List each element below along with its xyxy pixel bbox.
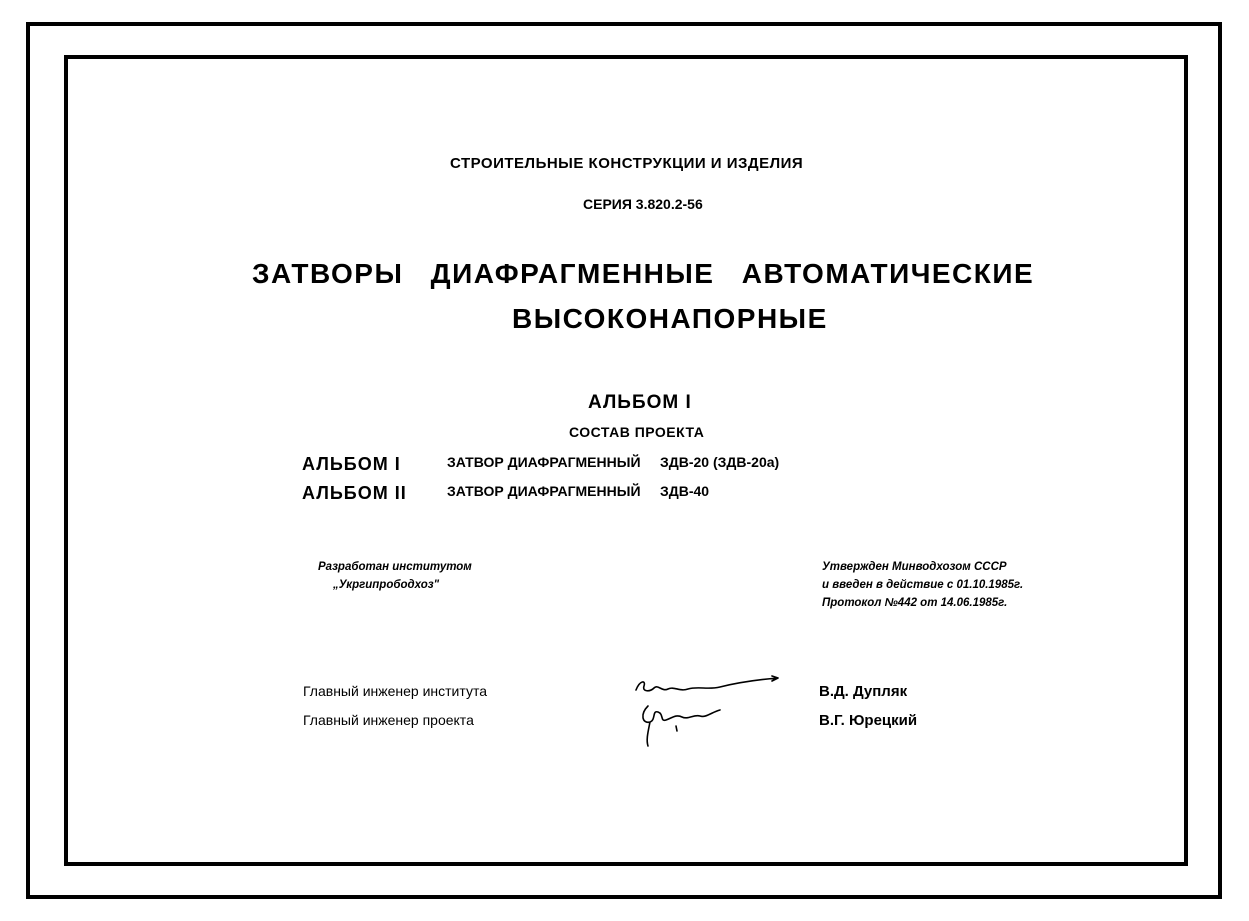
series-number: СЕРИЯ 3.820.2-56: [583, 196, 703, 212]
document-title-line1: ЗАТВОРЫ ДИАФРАГМЕННЫЕ АВТОМАТИЧЕСКИЕ: [252, 258, 1035, 289]
signature-role: Главный инженер института: [303, 683, 487, 699]
album-item-description: ЗАТВОР ДИАФРАГМЕННЫЙ: [447, 483, 641, 499]
category-heading: СТРОИТЕЛЬНЫЕ КОНСТРУКЦИИ И ИЗДЕЛИЯ: [450, 155, 804, 172]
handwritten-signature-2: [636, 700, 726, 750]
approval-line1: Утвержден Минводхозом СССР: [822, 561, 1007, 573]
approval-line3: Протокол №442 от 14.06.1985г.: [822, 597, 1008, 609]
signature-name: В.Г. Юрецкий: [819, 712, 918, 729]
album-item-label: АЛЬБОМ II: [302, 483, 407, 503]
document-title-line2: ВЫСОКОНАПОРНЫЕ: [512, 303, 828, 334]
album-item-code: ЗДВ-40: [660, 483, 710, 499]
approval-line2: и введен в действие с 01.10.1985г.: [822, 579, 1024, 591]
album-item-code: ЗДВ-20 (ЗДВ-20а): [660, 454, 780, 470]
handwritten-signature-1: [632, 672, 782, 698]
signature-name: В.Д. Дупляк: [819, 683, 908, 700]
composition-label: СОСТАВ ПРОЕКТА: [569, 424, 705, 440]
album-item-label: АЛЬБОМ I: [302, 454, 401, 474]
signature-role: Главный инженер проекта: [303, 712, 474, 728]
developer-line2: „Укргипрободхоз": [333, 579, 440, 591]
developer-line1: Разработан институтом: [318, 561, 472, 573]
album-item-description: ЗАТВОР ДИАФРАГМЕННЫЙ: [447, 454, 641, 470]
album-heading: АЛЬБОМ I: [588, 392, 692, 413]
